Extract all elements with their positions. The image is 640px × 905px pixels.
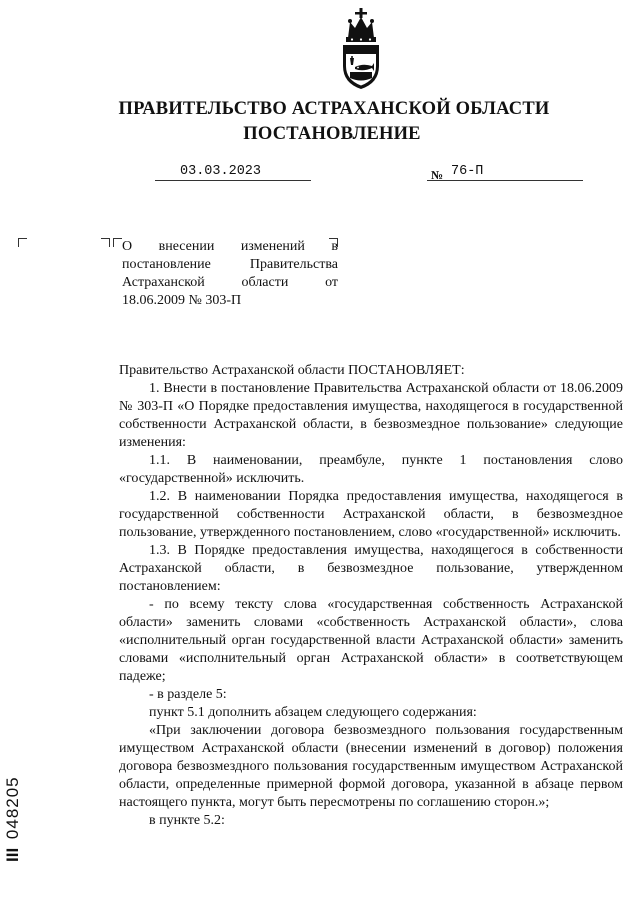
number-underline [427,180,583,181]
document-title: О внесении изменений в постановление Правительства Астраханской области от 18.06.2009 № 303-П [122,239,338,308]
preamble: Правительство Астраханской области ПОСТАНОВЛЯЕТ: [119,363,465,378]
document-type: ПОСТАНОВЛЕНИЕ [243,124,421,144]
paragraph: в пункте 5.2: [149,813,225,828]
document-date: 03.03.2023 [180,164,262,179]
paragraph: 1. Внести в постановление Правительства Астраханской области от 18.06.2009 № 303-П «О Порядке предоставления имущества, находящегося в государственной собственности Астраханской области, в безвозмездное пользование» следующие изменения: [119,381,623,450]
corner-mark [101,238,110,247]
number-label: № [431,168,444,182]
date-underline [155,180,311,181]
paragraph: - по всему тексту слова «государственная собственность Астраханской области» заменить словами «собственность Астраханской области», слова «исполнительный орган государственной власти Астраханской области» заменить словами «исполнительный орган Астраханской области» в соответствующем падеже; [119,597,623,684]
coat-of-arms-icon [338,8,384,90]
paragraph: - в разделе 5: [149,687,227,702]
serial-prefix: III [3,847,22,862]
serial-number: 048205 [3,776,22,840]
government-name: ПРАВИТЕЛЬСТВО АСТРАХАНСКОЙ ОБЛАСТИ [118,99,550,119]
document-body [119,362,623,830]
side-serial-stamp [3,776,23,862]
corner-mark [113,238,122,247]
document-number: 76-П [451,164,484,179]
paragraph: 1.2. В наименовании Порядка предоставления имущества, находящегося в государственной собственности Астраханской области, в безвозмездное пользование, утвержденного постановлением, слово «государственной» исключить. [119,489,623,540]
paragraph: 1.1. В наименовании, преамбуле, пункте 1 постановления слово «государственной» исключить. [119,453,623,486]
paragraph: пункт 5.1 дополнить абзацем следующего содержания: [149,705,477,720]
corner-mark [18,238,27,247]
paragraph: 1.3. В Порядке предоставления имущества, находящегося в собственности Астраханской области, в безвозмездное пользование, утвержденном постановлением: [119,543,623,594]
paragraph: «При заключении договора безвозмездного пользования государственным имуществом Астраханской области (внесении изменений в договор) положения договора безвозмездного пользования государственным имуществом Астраханской области, определенные примерной формой договора, указанной в абзаце первом настоящего пункта, могут быть пересмотрены по соглашению сторон.»; [119,723,623,810]
